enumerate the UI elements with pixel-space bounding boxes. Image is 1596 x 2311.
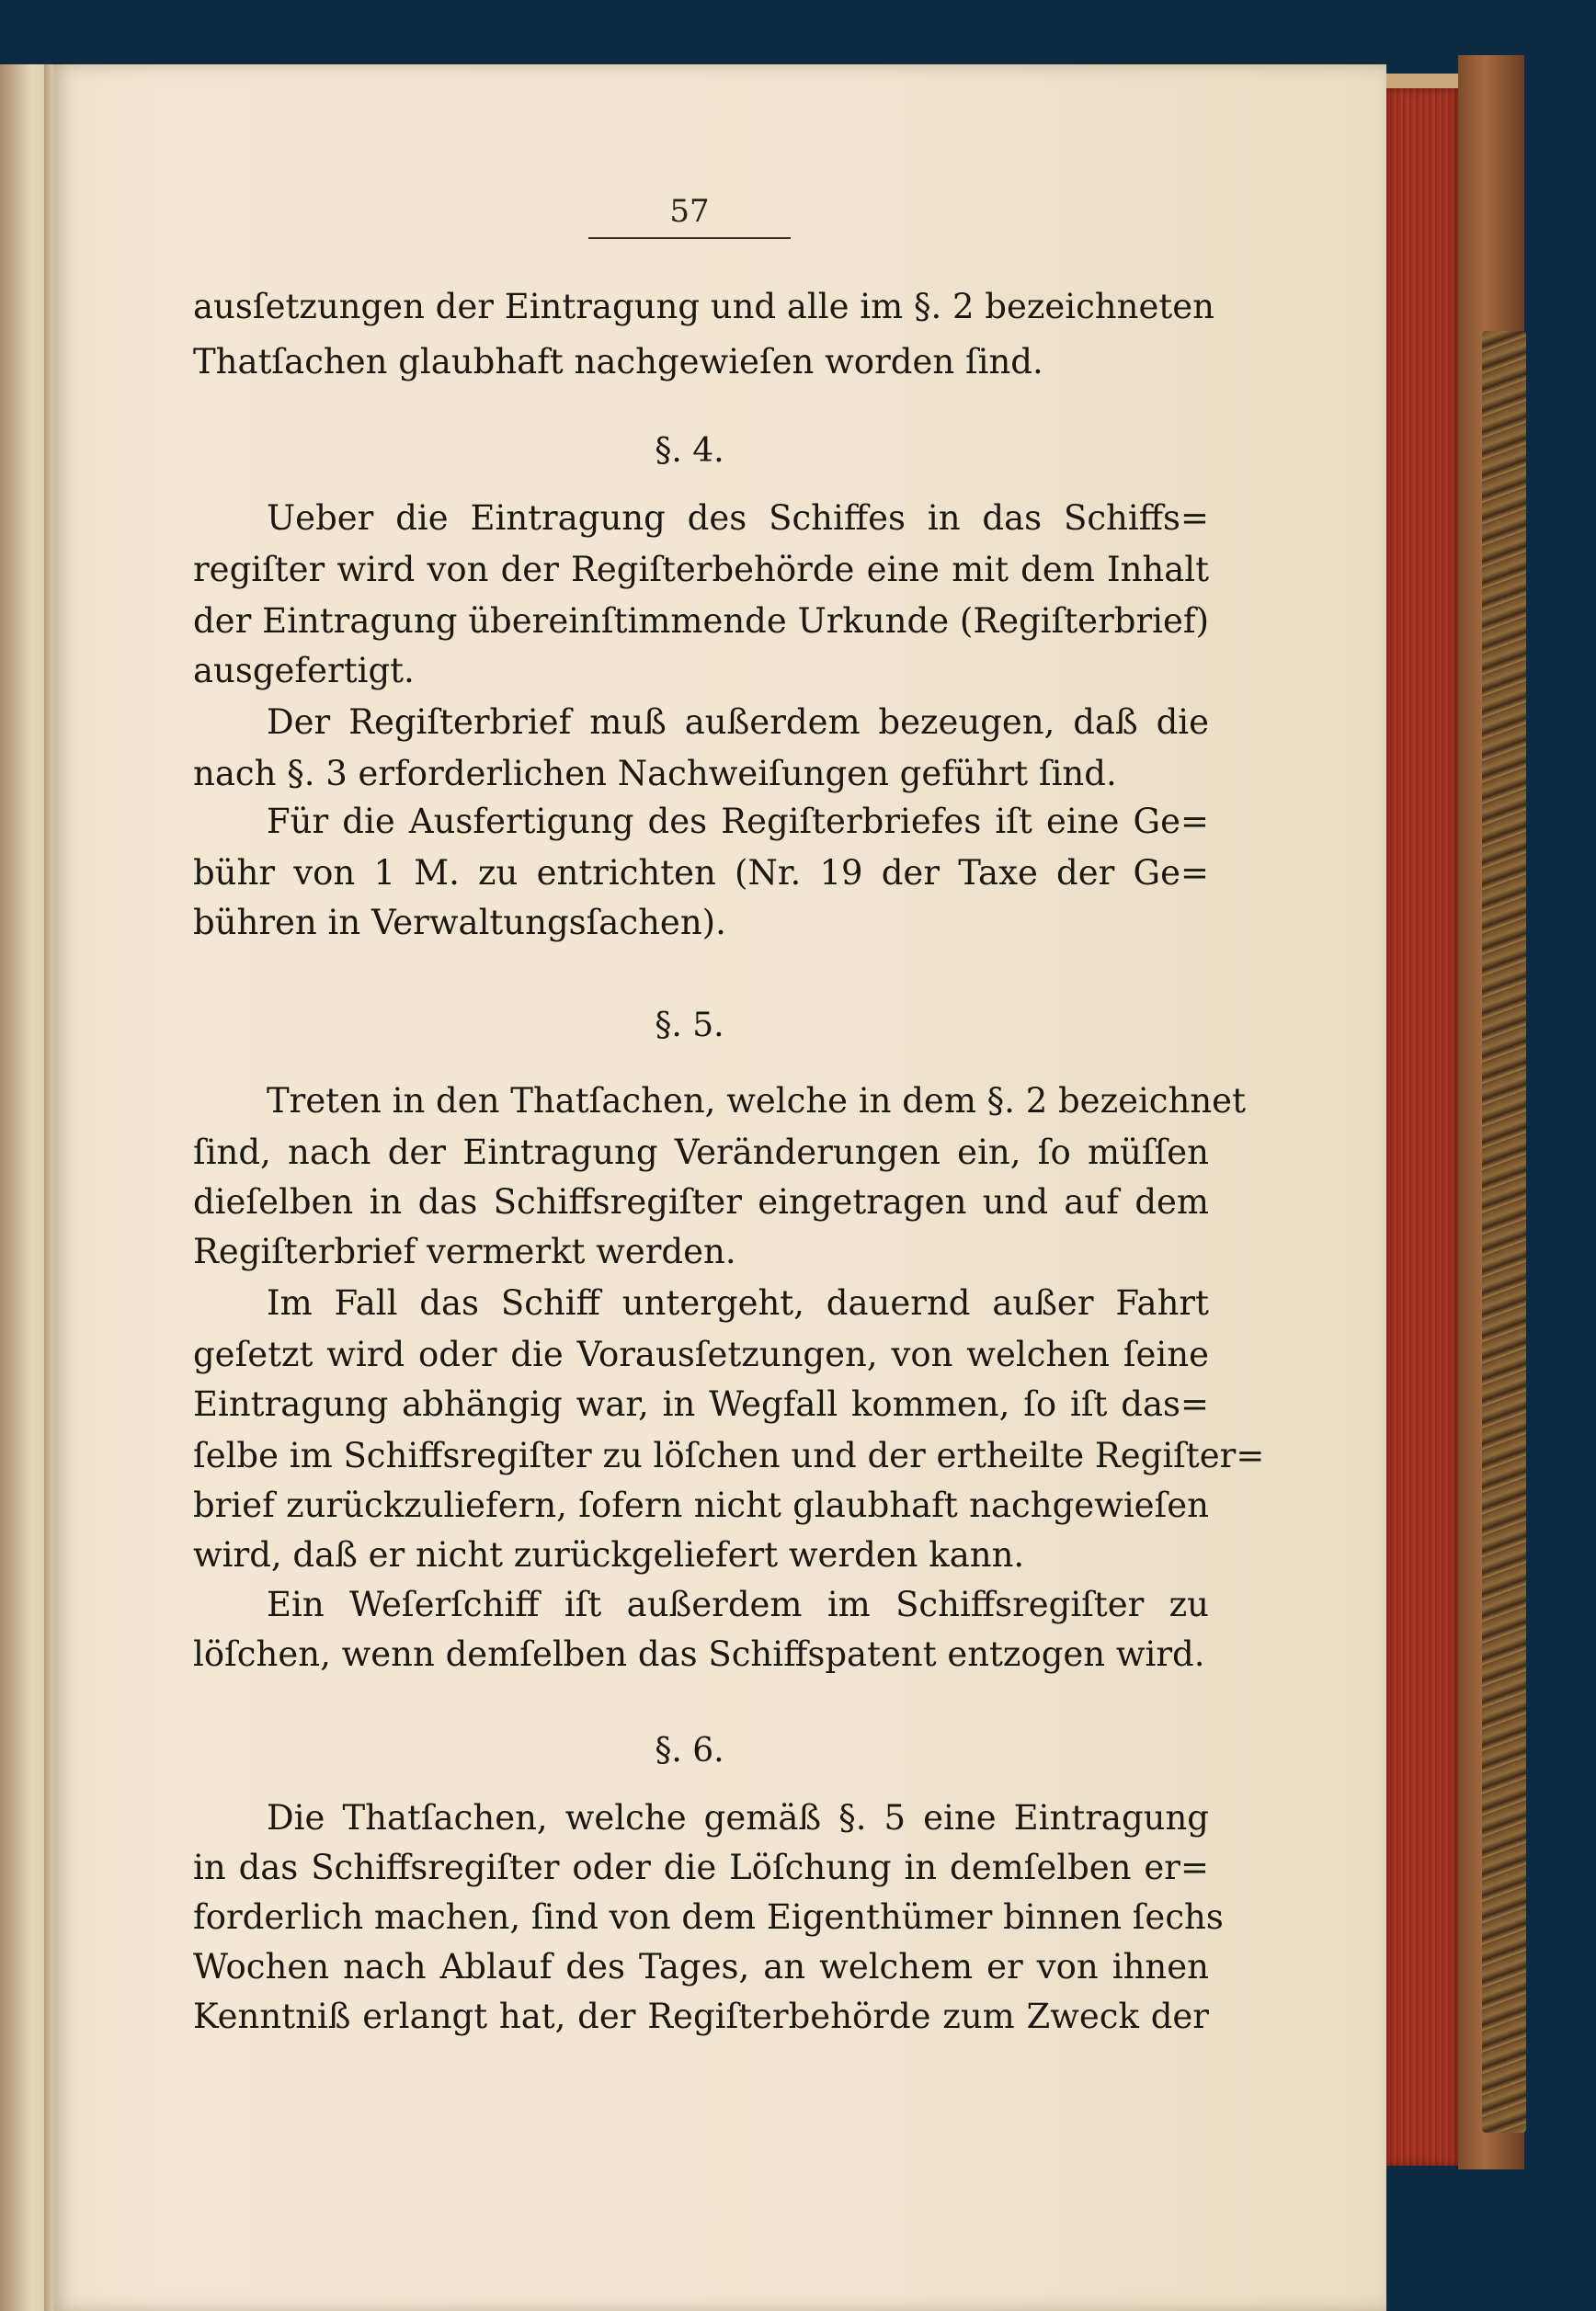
text-line: ſelbe im Schiffsregiſter zu löſchen und der ertheilte Regiſter=	[193, 1436, 1265, 1475]
text-line: Eintragung abhängig war, in Wegfall kommen, ſo iſt das=	[193, 1384, 1209, 1424]
page-number-rule	[588, 237, 791, 239]
text-line: nach §. 3 erforderlichen Nachweiſungen geführt ſind.	[193, 754, 1117, 793]
text-line: Die Thatſachen, welche gemäß §. 5 eine Eintragung	[267, 1798, 1209, 1838]
text-line: geſetzt wird oder die Vorausſetzungen, von welchen ſeine	[193, 1335, 1209, 1374]
text-line: Ein Weſerſchiff iſt außerdem im Schiffsregiſter zu	[267, 1585, 1209, 1624]
text-line: Für die Ausfertigung des Regiſterbriefes iſt eine Ge=	[267, 802, 1209, 841]
text-line: Ueber die Eintragung des Schiffes in das Schiffs=	[267, 498, 1209, 538]
page-number: 57	[669, 193, 710, 230]
text-line: Regiſterbrief vermerkt werden.	[193, 1232, 736, 1271]
marbled-cover	[1482, 331, 1526, 2133]
text-line: Der Regiſterbrief muß außerdem bezeugen, daß die	[267, 702, 1209, 742]
text-line: löſchen, wenn demſelben das Schiffspatent entzogen wird.	[193, 1634, 1205, 1674]
text-line: Kenntniß erlangt hat, der Regiſterbehörde zum Zweck der	[193, 1997, 1209, 2036]
text-line: in das Schiffsregiſter oder die Löſchung in demſelben er=	[193, 1848, 1209, 1887]
text-line: forderlich machen, ſind von dem Eigenthümer binnen ſechs	[193, 1897, 1224, 1937]
text-line: bühren in Verwaltungsſachen).	[193, 903, 726, 942]
text-line: ausſetzungen der Eintragung und alle im §. 2 bezeichneten	[193, 287, 1214, 326]
text-line: Treten in den Thatſachen, welche in dem §. 2 bezeichnet	[267, 1081, 1246, 1121]
text-line: der Eintragung übereinſtimmende Urkunde (Regiſterbrief)	[193, 601, 1209, 641]
text-line: ſind, nach der Eintragung Veränderungen ein, ſo müſſen	[193, 1133, 1209, 1172]
section-heading-4: §. 4.	[655, 432, 724, 470]
text-line: brief zurückzuliefern, ſofern nicht glaubhaft nachgewieſen	[193, 1486, 1209, 1525]
text-line: Wochen nach Ablauf des Tages, an welchem er von ihnen	[193, 1947, 1209, 1987]
section-heading-5: §. 5.	[655, 1007, 724, 1044]
text-line: bühr von 1 M. zu entrichten (Nr. 19 der Taxe der Ge=	[193, 853, 1209, 893]
text-line: ausgefertigt.	[193, 651, 415, 690]
red-page-edges	[1386, 88, 1458, 2166]
text-line: Im Fall das Schiff untergeht, dauernd außer Fahrt	[267, 1283, 1209, 1323]
text-line: regiſter wird von der Regiſterbehörde eine mit dem Inhalt	[193, 550, 1209, 589]
text-line: dieſelben in das Schiffsregiſter eingetragen und auf dem	[193, 1182, 1209, 1222]
section-heading-6: §. 6.	[655, 1732, 724, 1770]
text-line: wird, daß er nicht zurückgeliefert werden kann.	[193, 1535, 1025, 1575]
text-line: Thatſachen glaubhaft nachgewieſen worden ſind.	[193, 342, 1043, 381]
